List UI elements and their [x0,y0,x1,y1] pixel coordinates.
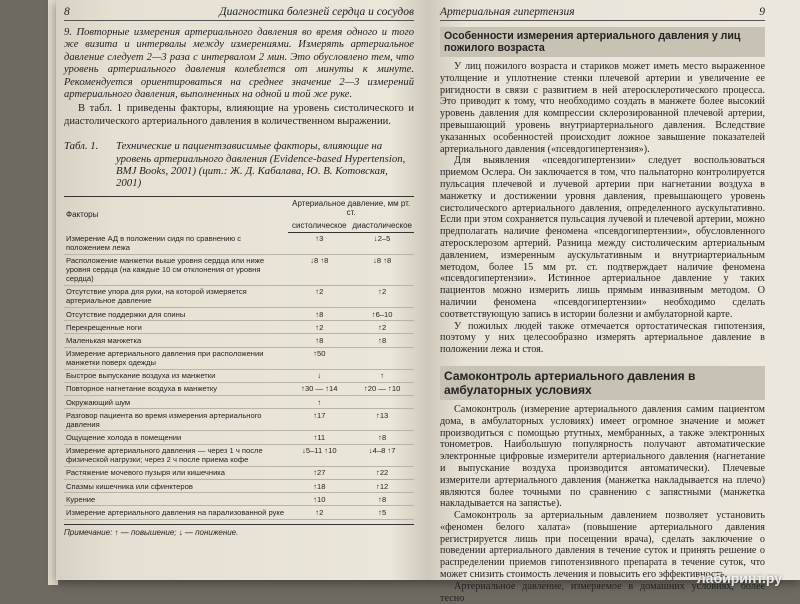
para-6: Артериальное давление, измеряемое в домашних условиях, более тесно [440,580,765,604]
table-row [64,347,414,369]
para-5: Самоконтроль за артериальным давлением позволяет установить «феномен белого халата» (повышение артериального давления регистрируется лишь при посещении врача), сделать заключение о поведении артериального давления в течение суток и принять решение о распределении приемов гипотензивного препарата в течение суток, что может снизить стоимость лечения и повысить его эффективность. [440,510,765,581]
table-row [64,334,414,347]
systolic-cell: ↑30 — ↑14 [288,382,350,395]
table-row [64,254,414,285]
factor-cell: Окружающий шум [64,396,288,409]
para-4: Самоконтроль (измерение артериального давления самим пациентом дома, в амбулаторных условиях) имеет огромное значение и может производиться с помощью ртутных, мембранных, а также электронных тонометров. Наибольшую популярность получают автоматические электронные цифровые измерители артериального давления (нагнетание и выпускание воздуха производится автоматически). Плечевые измерители артериального давления (манжетка накладывается на плечо) являются более точными по сравнению с запястными (манжетка накладывается на запястье). [440,403,765,510]
table-caption-text: Технические и пациентзависимые факторы, влияющие на уровень артериального давления (Evidence-based Hypertension, BMJ Books, 2001) (цит.: Ж. Д. Кабалава, Ю. В. Котовская, 2001) [116,140,406,190]
right-running-head [440,0,765,21]
systolic-cell: ↑11 [288,431,350,444]
right-page-number: 9 [759,6,765,18]
table-row [64,480,414,493]
item-9: 9. Повторные измерения артериального давления во время одного и того же визита и интервалы между измерениями. Измерять артериальное давление следует 2—3 раза с интервалом 2 мин. Это обусловлено тем, что уровень артериального давления колеблется от минуты к минуте. Рекомендуется ориентироваться на среднее значение 2—3 измерений артериального давления, выполненных на одной и той же руке. [64,27,414,101]
systolic-cell: ↓ [288,369,350,382]
left-page [64,0,414,580]
systolic-cell: ↑2 [288,285,350,307]
table-row [64,382,414,395]
systolic-cell: ↑2 [288,321,350,334]
col-factors: Факторы [64,196,288,232]
factor-cell: Измерение артериального давления на парализованной руке [64,506,288,519]
left-page-number: 8 [64,6,70,18]
table-row [64,409,414,431]
systolic-cell: ↑27 [288,466,350,479]
factor-cell: Повторное нагнетание воздуха в манжетку [64,382,288,395]
right-page [440,0,765,604]
diastolic-cell: ↑13 [350,409,414,431]
diastolic-cell: ↓4–8 ↑7 [350,444,414,466]
diastolic-cell: ↑8 [350,334,414,347]
table-row [64,396,414,409]
factor-cell: Разговор пациента во время измерения артериального давления [64,409,288,431]
left-running-title: Диагностика болезней сердца и сосудов [219,6,414,18]
diastolic-cell [350,347,414,369]
systolic-cell: ↑2 [288,506,350,519]
diastolic-cell: ↑22 [350,466,414,479]
systolic-cell: ↑8 [288,307,350,320]
factor-cell: Измерение артериального давления — через 1 ч после физической нагрузки; через 2 ч после приема кофе [64,444,288,466]
table-intro: В табл. 1 приведены факторы, влияющие на уровень систолического и диастолического артериального давления в количественном выражении. [64,103,414,127]
table-body [64,232,414,519]
section-elderly-title: Особенности измерения артериального давления у лиц пожилого возраста [440,27,765,57]
table-row [64,232,414,254]
col-sys: систолическое [288,219,350,233]
factor-cell: Растяжение мочевого пузыря или кишечника [64,466,288,479]
diastolic-cell: ↑2 [350,321,414,334]
diastolic-cell: ↑8 [350,431,414,444]
table-row [64,506,414,519]
col-bp: Артериальное давление, мм рт. ст. [288,196,414,219]
table-row [64,321,414,334]
section-selfcontrol-title: Самоконтроль артериального давления в амбулаторных условиях [440,366,765,400]
diastolic-cell: ↑6–10 [350,307,414,320]
table-row [64,369,414,382]
table-row [64,431,414,444]
table-note: Примечание: ↑ — повышение; ↓ — понижение. [64,524,414,537]
factor-cell: Быстрое выпускание воздуха из манжетки [64,369,288,382]
systolic-cell: ↑ [288,396,350,409]
watermark-logo: лабиринт.ру [696,570,782,586]
diastolic-cell: ↑12 [350,480,414,493]
table-caption [64,140,414,190]
right-running-title: Артериальная гипертензия [440,6,575,18]
factor-cell: Ощущение холода в помещении [64,431,288,444]
systolic-cell: ↑17 [288,409,350,431]
systolic-cell: ↑50 [288,347,350,369]
systolic-cell: ↑10 [288,493,350,506]
table-caption-label: Табл. 1. [64,140,99,153]
table-row [64,444,414,466]
left-running-head [64,0,414,21]
diastolic-cell: ↑ [350,369,414,382]
factor-cell: Перекрещенные ноги [64,321,288,334]
diastolic-cell: ↓8 ↑8 [350,254,414,285]
systolic-cell: ↑8 [288,334,350,347]
table-row [64,307,414,320]
factors-table [64,196,414,520]
table-row [64,285,414,307]
factor-cell: Отсутствие поддержки для спины [64,307,288,320]
systolic-cell: ↓8 ↑8 [288,254,350,285]
factor-cell: Курение [64,493,288,506]
diastolic-cell: ↑5 [350,506,414,519]
diastolic-cell: ↓2–5 [350,232,414,254]
factor-cell: Спазмы кишечника или сфинктеров [64,480,288,493]
para-3: У пожилых людей также отмечается ортостатическая гипотензия, поэтому у них целесообразно измерять артериальное давление в положении лежа и стоя. [440,320,765,356]
diastolic-cell: ↑2 [350,285,414,307]
systolic-cell: ↑18 [288,480,350,493]
systolic-cell: ↓5–11 ↑10 [288,444,350,466]
col-dia: диастолическое [350,219,414,233]
para-1: У лиц пожилого возраста и стариков может иметь место выраженное утолщение и уплотнение стенки плечевой артерии и увеличение ее ригидности в связи с развитием в ней атеросклеротического процесса. Это приводит к тому, что необходимо создать в манжете более высокий уровень давления для компрессии склерозированной плечевой артерии, превышающий уровень внутриартериального давления. Вследствие указанных особенностей происходит ложное завышение показателей артериального давления («псевдогипертензия»). [440,61,765,155]
factor-cell: Измерение артериального давления при расположении манжетки поверх одежды [64,347,288,369]
table-row [64,466,414,479]
diastolic-cell [350,396,414,409]
factor-cell: Маленькая манжетка [64,334,288,347]
table-row [64,493,414,506]
factor-cell: Расположение манжетки выше уровня сердца или ниже уровня сердца (на каждые 10 см отклонения от уровня сердца) [64,254,288,285]
systolic-cell: ↑3 [288,232,350,254]
para-2: Для выявления «псевдогипертензии» следует воспользоваться приемом Ослера. Он заключается в том, что пальпаторно контролируется пульсация плечевой и лучевой артерии при нагнетании воздуха в манжетку и достижении уровня давления, превышающего уровень систолического артериального давления, определенного аускультативно. Если при этом сохраняется пульсация лучевой и плечевой артерии, можно предполагать наличие феномена «псевдогипертензии», обусловленного атеросклерозом артерий. Разница между систолическим артериальным давлением, измеренным аускультативным и внутриартериальным методом, более 15 мм рт. ст. подтверждает наличие феномена «псевдогипертензии». Истинное артериальное давление у таких пациентов можно измерить лишь прямым инвазивным методом. О наличии феномена «псевдогипертензии» необходимо сделать соответствующую запись в истории болезни и амбулаторной карте. [440,155,765,320]
factor-cell: Измерение АД в положении сидя по сравнению с положением лежа [64,232,288,254]
diastolic-cell: ↑8 [350,493,414,506]
factor-cell: Отсутствие упора для руки, на которой измеряется артериальное давление [64,285,288,307]
diastolic-cell: ↑20 — ↑10 [350,382,414,395]
